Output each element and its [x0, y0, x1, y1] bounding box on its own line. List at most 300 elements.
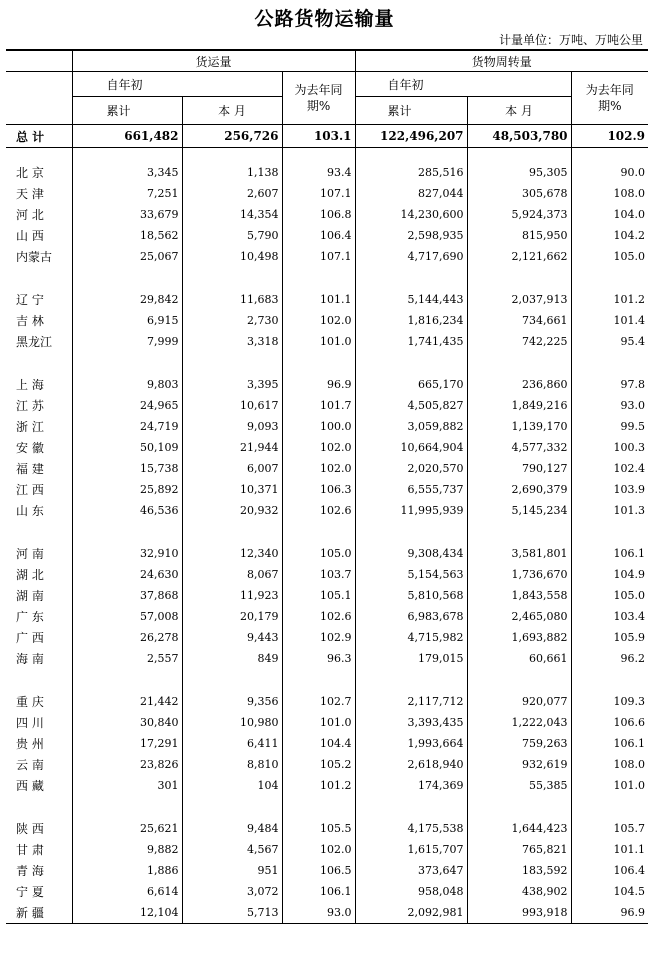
- turnover-cumulative-cell: 14,230,600: [355, 204, 467, 225]
- spacer-cell: [571, 267, 648, 289]
- volume-yoy-cell: 96.3: [282, 648, 355, 669]
- volume-month-cell: 849: [182, 648, 282, 669]
- table-row: [6, 500, 648, 521]
- volume-month-cell: 4,567: [182, 839, 282, 860]
- volume-yoy-cell: 102.0: [282, 839, 355, 860]
- volume-cumulative-cell: 15,738: [72, 458, 182, 479]
- spacer-cell: [6, 521, 72, 543]
- spacer-cell: [467, 352, 571, 374]
- table-row: [6, 564, 648, 585]
- turnover-cumulative-cell: 2,598,935: [355, 225, 467, 246]
- region-name: 海 南: [16, 652, 44, 666]
- header-yoy-turnover: [571, 72, 648, 125]
- volume-month-cell: 951: [182, 860, 282, 881]
- spacer-row: [6, 796, 648, 818]
- spacer-cell: [6, 352, 72, 374]
- volume-month-cell: 8,810: [182, 754, 282, 775]
- turnover-cumulative-cell: 2,618,940: [355, 754, 467, 775]
- region-name: 宁 夏: [16, 885, 44, 899]
- header-month-turnover: 本 月: [467, 97, 571, 125]
- turnover-cumulative-cell: 10,664,904: [355, 437, 467, 458]
- volume-yoy-cell: 106.3: [282, 479, 355, 500]
- spacer-cell: [72, 267, 182, 289]
- spacer-row: [6, 148, 648, 163]
- volume-cumulative-cell: 50,109: [72, 437, 182, 458]
- volume-cumulative-cell: 9,882: [72, 839, 182, 860]
- turnover-month-cell: 5,145,234: [467, 500, 571, 521]
- spacer-cell: [467, 521, 571, 543]
- volume-yoy-cell: 107.1: [282, 183, 355, 204]
- table-body: [6, 125, 648, 924]
- volume-yoy-cell: 106.1: [282, 881, 355, 902]
- volume-yoy-cell: 102.9: [282, 627, 355, 648]
- volume-yoy-cell: 105.0: [282, 543, 355, 564]
- turnover-month-cell: 742,225: [467, 331, 571, 352]
- volume-month-cell: 9,093: [182, 416, 282, 437]
- turnover-cumulative-cell: 1,816,234: [355, 310, 467, 331]
- spacer-cell: [72, 148, 182, 163]
- volume-month-cell: 1,138: [182, 162, 282, 183]
- turnover-yoy-cell: 96.9: [571, 902, 648, 924]
- turnover-yoy-cell: 106.4: [571, 860, 648, 881]
- region-name: 黑龙江: [16, 335, 53, 349]
- spacer-cell: [571, 796, 648, 818]
- volume-cumulative-cell: 21,442: [72, 691, 182, 712]
- turnover-yoy-cell: 102.4: [571, 458, 648, 479]
- turnover-yoy-cell: 97.8: [571, 374, 648, 395]
- spacer-row: [6, 267, 648, 289]
- turnover-cumulative-cell: 4,505,827: [355, 395, 467, 416]
- turnover-cumulative-cell: 827,044: [355, 183, 467, 204]
- region-name: 辽 宁: [16, 293, 44, 307]
- turnover-month-cell: 790,127: [467, 458, 571, 479]
- region-name: 四 川: [16, 716, 44, 730]
- volume-yoy-cell: 106.5: [282, 860, 355, 881]
- header-yoy-line1: 为去年同: [294, 83, 343, 97]
- turnover-yoy-cell: 99.5: [571, 416, 648, 437]
- table-row: [6, 775, 648, 796]
- turnover-yoy-cell: 105.7: [571, 818, 648, 839]
- table-row: [6, 712, 648, 733]
- turnover-cumulative-cell: 3,393,435: [355, 712, 467, 733]
- turnover-month-cell: 920,077: [467, 691, 571, 712]
- turnover-yoy-cell: 104.9: [571, 564, 648, 585]
- turnover-month-cell: 2,121,662: [467, 246, 571, 267]
- region-name: 江 苏: [16, 399, 44, 413]
- volume-yoy-cell: 101.2: [282, 775, 355, 796]
- turnover-cumulative-cell: 373,647: [355, 860, 467, 881]
- volume-yoy-cell: 102.0: [282, 437, 355, 458]
- region-name: 浙 江: [16, 420, 44, 434]
- spacer-cell: [467, 796, 571, 818]
- table-row: [6, 458, 648, 479]
- region-name: 吉 林: [16, 314, 44, 328]
- turnover-month-cell: 1,843,558: [467, 585, 571, 606]
- turnover-cumulative-cell: 1,615,707: [355, 839, 467, 860]
- region-name: 江 西: [16, 483, 44, 497]
- spacer-cell: [355, 267, 467, 289]
- volume-cumulative-cell: 2,557: [72, 648, 182, 669]
- table-header: [6, 50, 648, 125]
- spacer-cell: [72, 352, 182, 374]
- volume-cumulative-cell: 24,965: [72, 395, 182, 416]
- table-row: [6, 881, 648, 902]
- volume-month-cell: 6,007: [182, 458, 282, 479]
- turnover-month-cell: 4,577,332: [467, 437, 571, 458]
- turnover-cumulative-cell: 122,496,207: [355, 125, 467, 148]
- turnover-yoy-cell: 101.2: [571, 289, 648, 310]
- header-freight-turnover: 货物周转量: [355, 50, 648, 72]
- header-yoy-line2: 期%: [306, 99, 331, 113]
- turnover-yoy-cell: 101.1: [571, 839, 648, 860]
- volume-yoy-cell: 105.5: [282, 818, 355, 839]
- table-row: [6, 395, 648, 416]
- volume-yoy-cell: 101.7: [282, 395, 355, 416]
- spacer-cell: [6, 267, 72, 289]
- turnover-yoy-cell: 105.0: [571, 585, 648, 606]
- region-name: 陕 西: [16, 822, 44, 836]
- spacer-cell: [182, 796, 282, 818]
- volume-yoy-cell: 93.0: [282, 902, 355, 924]
- volume-yoy-cell: 101.0: [282, 331, 355, 352]
- turnover-cumulative-cell: 1,993,664: [355, 733, 467, 754]
- volume-cumulative-cell: 9,803: [72, 374, 182, 395]
- spacer-cell: [571, 352, 648, 374]
- spacer-row: [6, 521, 648, 543]
- unit-label: 计量单位：万吨、万吨公里: [498, 33, 643, 47]
- turnover-month-cell: 1,849,216: [467, 395, 571, 416]
- volume-cumulative-cell: 25,892: [72, 479, 182, 500]
- spacer-cell: [182, 267, 282, 289]
- spacer-cell: [571, 521, 648, 543]
- turnover-yoy-cell: 106.1: [571, 543, 648, 564]
- turnover-month-cell: 765,821: [467, 839, 571, 860]
- spacer-cell: [6, 148, 72, 163]
- volume-yoy-cell: 101.0: [282, 712, 355, 733]
- table-row: [6, 733, 648, 754]
- header-blank: [6, 72, 72, 97]
- turnover-cumulative-cell: 2,020,570: [355, 458, 467, 479]
- volume-month-cell: 3,318: [182, 331, 282, 352]
- header-month-volume: 本 月: [182, 97, 282, 125]
- volume-month-cell: 2,607: [182, 183, 282, 204]
- turnover-yoy-cell: 95.4: [571, 331, 648, 352]
- volume-cumulative-cell: 46,536: [72, 500, 182, 521]
- region-name: 安 徽: [16, 441, 44, 455]
- region-name: 甘 肃: [16, 843, 44, 857]
- turnover-month-cell: 993,918: [467, 902, 571, 924]
- turnover-yoy-cell: 93.0: [571, 395, 648, 416]
- header-since-year-start-volume: 自年初: [72, 72, 282, 97]
- turnover-cumulative-cell: 174,369: [355, 775, 467, 796]
- turnover-yoy-cell: 108.0: [571, 183, 648, 204]
- volume-month-cell: 9,443: [182, 627, 282, 648]
- table-row: [6, 860, 648, 881]
- header-freight-volume: 货运量: [72, 50, 355, 72]
- spacer-cell: [282, 669, 355, 691]
- volume-cumulative-cell: 24,719: [72, 416, 182, 437]
- turnover-cumulative-cell: 6,555,737: [355, 479, 467, 500]
- volume-month-cell: 10,371: [182, 479, 282, 500]
- turnover-month-cell: 48,503,780: [467, 125, 571, 148]
- volume-month-cell: 3,395: [182, 374, 282, 395]
- turnover-month-cell: 1,139,170: [467, 416, 571, 437]
- turnover-yoy-cell: 106.6: [571, 712, 648, 733]
- turnover-month-cell: 734,661: [467, 310, 571, 331]
- volume-yoy-cell: 100.0: [282, 416, 355, 437]
- volume-month-cell: 9,356: [182, 691, 282, 712]
- region-name: 内蒙古: [16, 250, 53, 264]
- turnover-cumulative-cell: 665,170: [355, 374, 467, 395]
- spacer-cell: [182, 148, 282, 163]
- table-row: [6, 183, 648, 204]
- volume-cumulative-cell: 17,291: [72, 733, 182, 754]
- volume-cumulative-cell: 25,621: [72, 818, 182, 839]
- turnover-month-cell: 3,581,801: [467, 543, 571, 564]
- table-row: [6, 437, 648, 458]
- turnover-yoy-cell: 101.4: [571, 310, 648, 331]
- turnover-yoy-cell: 105.9: [571, 627, 648, 648]
- region-name: 河 南: [16, 547, 44, 561]
- volume-cumulative-cell: 24,630: [72, 564, 182, 585]
- header-yoy-line1: 为去年同: [585, 83, 634, 97]
- volume-cumulative-cell: 18,562: [72, 225, 182, 246]
- spacer-row: [6, 352, 648, 374]
- turnover-yoy-cell: 103.9: [571, 479, 648, 500]
- table-row: [6, 543, 648, 564]
- region-name: 云 南: [16, 758, 44, 772]
- turnover-cumulative-cell: 2,092,981: [355, 902, 467, 924]
- turnover-month-cell: 932,619: [467, 754, 571, 775]
- volume-cumulative-cell: 37,868: [72, 585, 182, 606]
- turnover-month-cell: 305,678: [467, 183, 571, 204]
- table-row: [6, 479, 648, 500]
- region-name: 总 计: [6, 125, 72, 148]
- turnover-yoy-cell: 103.4: [571, 606, 648, 627]
- spacer-cell: [355, 521, 467, 543]
- spacer-row: [6, 669, 648, 691]
- region-name: 贵 州: [16, 737, 44, 751]
- volume-month-cell: 10,617: [182, 395, 282, 416]
- volume-cumulative-cell: 26,278: [72, 627, 182, 648]
- spacer-cell: [72, 796, 182, 818]
- volume-cumulative-cell: 661,482: [72, 125, 182, 148]
- turnover-yoy-cell: 101.0: [571, 775, 648, 796]
- table-row: [6, 289, 648, 310]
- turnover-cumulative-cell: 2,117,712: [355, 691, 467, 712]
- spacer-cell: [282, 352, 355, 374]
- turnover-yoy-cell: 100.3: [571, 437, 648, 458]
- table-row: [6, 374, 648, 395]
- turnover-month-cell: 2,037,913: [467, 289, 571, 310]
- volume-month-cell: 14,354: [182, 204, 282, 225]
- volume-month-cell: 2,730: [182, 310, 282, 331]
- turnover-cumulative-cell: 5,144,443: [355, 289, 467, 310]
- spacer-cell: [182, 521, 282, 543]
- volume-yoy-cell: 104.4: [282, 733, 355, 754]
- turnover-month-cell: 759,263: [467, 733, 571, 754]
- spacer-cell: [182, 352, 282, 374]
- table-row: [6, 648, 648, 669]
- volume-yoy-cell: 101.1: [282, 289, 355, 310]
- header-blank: [6, 97, 72, 125]
- volume-yoy-cell: 102.6: [282, 606, 355, 627]
- volume-month-cell: 10,498: [182, 246, 282, 267]
- header-blank: [6, 50, 72, 72]
- volume-month-cell: 12,340: [182, 543, 282, 564]
- volume-month-cell: 11,683: [182, 289, 282, 310]
- turnover-yoy-cell: 104.5: [571, 881, 648, 902]
- table-row: [6, 310, 648, 331]
- volume-cumulative-cell: 301: [72, 775, 182, 796]
- region-name: 重 庆: [16, 695, 44, 709]
- volume-month-cell: 3,072: [182, 881, 282, 902]
- turnover-cumulative-cell: 4,175,538: [355, 818, 467, 839]
- volume-cumulative-cell: 33,679: [72, 204, 182, 225]
- volume-month-cell: 5,790: [182, 225, 282, 246]
- volume-cumulative-cell: 6,614: [72, 881, 182, 902]
- region-name: 湖 北: [16, 568, 44, 582]
- spacer-cell: [571, 148, 648, 163]
- volume-yoy-cell: 103.1: [282, 125, 355, 148]
- turnover-month-cell: 95,305: [467, 162, 571, 183]
- volume-yoy-cell: 103.7: [282, 564, 355, 585]
- region-name: 山 西: [16, 229, 44, 243]
- spacer-cell: [282, 796, 355, 818]
- turnover-cumulative-cell: 3,059,882: [355, 416, 467, 437]
- region-name: 北 京: [16, 166, 44, 180]
- turnover-month-cell: 2,465,080: [467, 606, 571, 627]
- volume-yoy-cell: 105.2: [282, 754, 355, 775]
- volume-month-cell: 5,713: [182, 902, 282, 924]
- spacer-cell: [6, 669, 72, 691]
- turnover-month-cell: 815,950: [467, 225, 571, 246]
- table-row: [6, 204, 648, 225]
- volume-cumulative-cell: 25,067: [72, 246, 182, 267]
- volume-month-cell: 256,726: [182, 125, 282, 148]
- header-yoy-volume: [282, 72, 355, 125]
- volume-cumulative-cell: 12,104: [72, 902, 182, 924]
- region-name: 广 西: [16, 631, 44, 645]
- region-name: 福 建: [16, 462, 44, 476]
- table-row: [6, 627, 648, 648]
- volume-month-cell: 20,179: [182, 606, 282, 627]
- turnover-month-cell: 1,693,882: [467, 627, 571, 648]
- table-row: [6, 225, 648, 246]
- region-name: 湖 南: [16, 589, 44, 603]
- turnover-month-cell: 5,924,373: [467, 204, 571, 225]
- freight-table: [6, 49, 648, 924]
- volume-month-cell: 21,944: [182, 437, 282, 458]
- spacer-cell: [467, 267, 571, 289]
- volume-cumulative-cell: 32,910: [72, 543, 182, 564]
- turnover-month-cell: 1,736,670: [467, 564, 571, 585]
- turnover-month-cell: 183,592: [467, 860, 571, 881]
- page-title: 公路货物运输量: [254, 8, 395, 30]
- total-row: [6, 125, 648, 148]
- header-since-year-start-turnover: 自年初: [355, 72, 571, 97]
- volume-yoy-cell: 102.6: [282, 500, 355, 521]
- turnover-yoy-cell: 105.0: [571, 246, 648, 267]
- volume-cumulative-cell: 7,251: [72, 183, 182, 204]
- table-row: [6, 246, 648, 267]
- volume-yoy-cell: 106.4: [282, 225, 355, 246]
- volume-cumulative-cell: 23,826: [72, 754, 182, 775]
- region-name: 广 东: [16, 610, 44, 624]
- turnover-cumulative-cell: 958,048: [355, 881, 467, 902]
- region-name: 天 津: [16, 187, 44, 201]
- volume-yoy-cell: 93.4: [282, 162, 355, 183]
- spacer-cell: [282, 148, 355, 163]
- volume-yoy-cell: 107.1: [282, 246, 355, 267]
- turnover-cumulative-cell: 6,983,678: [355, 606, 467, 627]
- volume-cumulative-cell: 1,886: [72, 860, 182, 881]
- volume-yoy-cell: 102.0: [282, 310, 355, 331]
- turnover-cumulative-cell: 4,717,690: [355, 246, 467, 267]
- spacer-cell: [467, 669, 571, 691]
- turnover-yoy-cell: 104.0: [571, 204, 648, 225]
- turnover-cumulative-cell: 1,741,435: [355, 331, 467, 352]
- volume-month-cell: 8,067: [182, 564, 282, 585]
- region-name: 新 疆: [6, 902, 72, 924]
- turnover-cumulative-cell: 4,715,982: [355, 627, 467, 648]
- turnover-yoy-cell: 106.1: [571, 733, 648, 754]
- volume-cumulative-cell: 29,842: [72, 289, 182, 310]
- volume-month-cell: 11,923: [182, 585, 282, 606]
- volume-cumulative-cell: 6,915: [72, 310, 182, 331]
- turnover-month-cell: 55,385: [467, 775, 571, 796]
- volume-cumulative-cell: 3,345: [72, 162, 182, 183]
- table-row: [6, 839, 648, 860]
- spacer-cell: [6, 796, 72, 818]
- spacer-cell: [72, 521, 182, 543]
- turnover-yoy-cell: 104.2: [571, 225, 648, 246]
- spacer-cell: [282, 267, 355, 289]
- spacer-cell: [355, 148, 467, 163]
- spacer-cell: [571, 669, 648, 691]
- turnover-cumulative-cell: 5,154,563: [355, 564, 467, 585]
- volume-yoy-cell: 96.9: [282, 374, 355, 395]
- region-name: 西 藏: [16, 779, 44, 793]
- turnover-month-cell: 1,644,423: [467, 818, 571, 839]
- volume-month-cell: 6,411: [182, 733, 282, 754]
- volume-cumulative-cell: 30,840: [72, 712, 182, 733]
- spacer-cell: [355, 796, 467, 818]
- volume-yoy-cell: 102.0: [282, 458, 355, 479]
- turnover-yoy-cell: 90.0: [571, 162, 648, 183]
- table-row: [6, 902, 648, 924]
- turnover-cumulative-cell: 5,810,568: [355, 585, 467, 606]
- table-row: [6, 606, 648, 627]
- turnover-yoy-cell: 108.0: [571, 754, 648, 775]
- spacer-cell: [282, 521, 355, 543]
- region-name: 上 海: [16, 378, 44, 392]
- header-cumulative-turnover: 累计: [355, 97, 467, 125]
- turnover-yoy-cell: 101.3: [571, 500, 648, 521]
- volume-month-cell: 104: [182, 775, 282, 796]
- header-cumulative-volume: 累计: [72, 97, 182, 125]
- spacer-cell: [355, 352, 467, 374]
- table-row: [6, 691, 648, 712]
- header-yoy-line2: 期%: [598, 99, 622, 113]
- volume-month-cell: 20,932: [182, 500, 282, 521]
- turnover-cumulative-cell: 285,516: [355, 162, 467, 183]
- region-name: 青 海: [16, 864, 44, 878]
- turnover-month-cell: 438,902: [467, 881, 571, 902]
- spacer-cell: [72, 669, 182, 691]
- region-name: 山 东: [16, 504, 44, 518]
- volume-yoy-cell: 105.1: [282, 585, 355, 606]
